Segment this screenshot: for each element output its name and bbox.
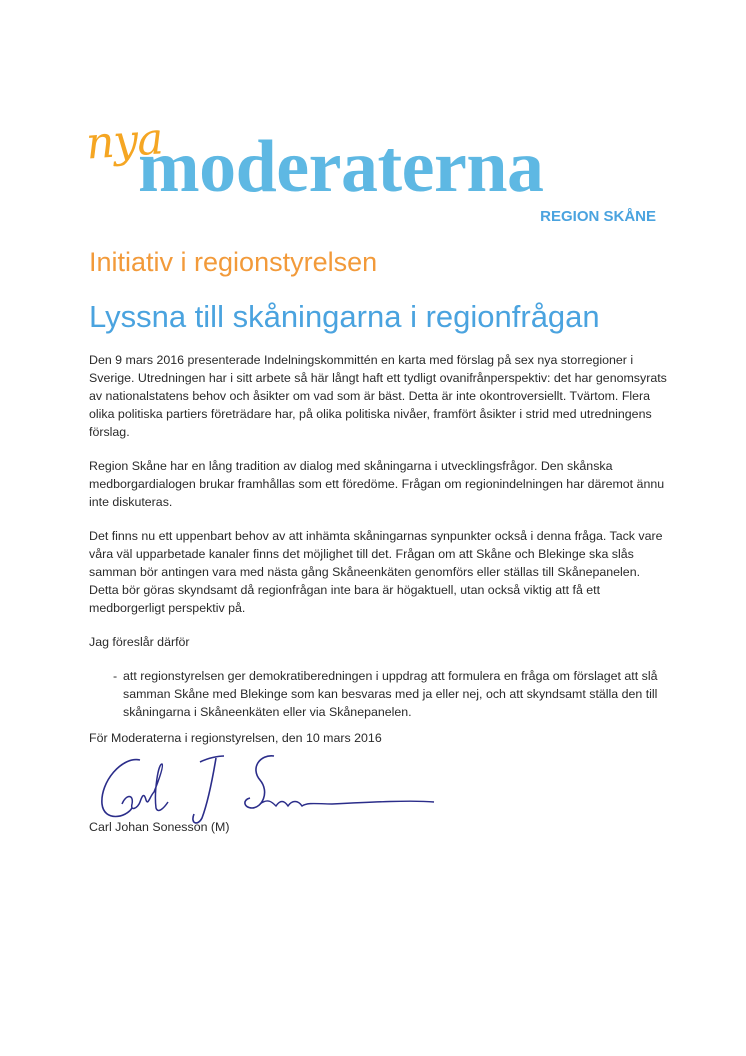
paragraph-4: Jag föreslår därför (89, 635, 190, 649)
document-title: Lyssna till skåningarna i regionfrågan (89, 299, 600, 334)
paragraph-2: Region Skåne har en lång tradition av dialog med skåningarna i utvecklingsfrågor. Den skånska medborgardialogen brukar framhållas som ett föredöme. Frågan om regionindelningen har däremot ännu inte diskuteras. (89, 459, 665, 509)
closing-line: För Moderaterna i regionstyrelsen, den 10 mars 2016 (89, 731, 382, 745)
signer-name: Carl Johan Sonesson (M) (89, 820, 230, 834)
paragraph-3: Det finns nu ett uppenbart behov av att inhämta skåningarnas synpunkter också i denna fråga. Tack vare våra väl upparbetade kanaler finns det möjlighet till det. Frågan om att Skåne och Blekinge ska slås samman bör antingen vara med nästa gång Skåneenkäten genomförs eller ställas till Skånepanelen. Detta bör göras skyndsamt då regionfrågan inte bara är högaktuell, utan också viktig att få ett medborgerligt perspektiv på. (89, 529, 663, 615)
document-body (89, 351, 671, 737)
logo-region: REGION SKÅNE (540, 208, 656, 225)
document-heading: Initiativ i regionstyrelsen (89, 247, 378, 277)
proposal-bullet (89, 667, 671, 721)
logo-wordmark: moderaterna (138, 126, 544, 208)
paragraph-1: Den 9 mars 2016 presenterade Indelningskommittén en karta med förslag på sex nya storregioner i Sverige. Utredningen har i sitt arbete så här långt haft ett tydligt ovanifrånperspektiv: det har genomsyrats av nationalstatens behov och åsikter om vad som är bäst. Detta är inte okontroversiellt. Tvärtom. Flera olika politiska partiers företrädare har, på olika politiska nivåer, framfört åsikter i strid med utredningens förslag. (89, 353, 667, 439)
logo-nya: nya (84, 113, 165, 170)
moderaterna-logo (84, 113, 666, 230)
bullet-marker: - (113, 669, 118, 683)
bullet-text: att regionstyrelsen ger demokratiberedningen i uppdrag att formulera en fråga om förslaget att slå samman Skåne med Blekinge som kan besvaras med ja eller nej, och att skyndsamt ställa den till skåningarna i Skåneenkäten eller via Skånepanelen. (123, 669, 658, 719)
